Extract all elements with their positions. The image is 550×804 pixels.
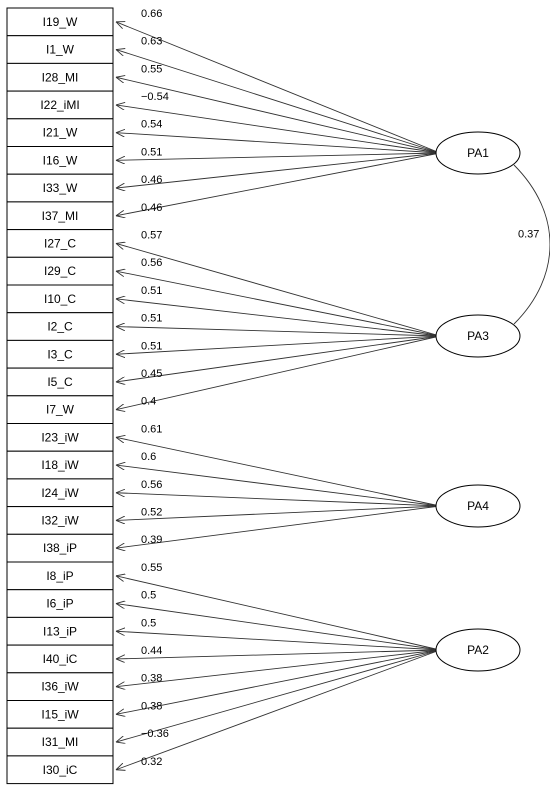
indicator-label: I22_iMI [40,97,80,112]
loading-value: 0.4 [141,395,157,408]
indicator-i23-iw [7,424,113,452]
indicator-label: I36_iW [41,679,79,694]
indicator-label: I1_W [45,42,75,57]
indicator-i18-iw [7,451,113,479]
loading-value: 0.38 [141,672,163,685]
indicator-i13-ip [7,617,113,645]
loading-arrow [116,437,440,506]
loading-value: 0.6 [141,451,157,464]
loading-value: 0.5 [141,617,157,630]
loading-arrow [116,153,440,188]
loading-value: 0.52 [141,506,163,519]
loading-arrow [116,133,440,153]
indicator-label: I7_W [45,402,75,417]
loading-arrow [116,153,440,216]
loading-arrow [116,493,440,506]
indicator-label: I23_iW [41,430,79,445]
covariance-curve [514,165,550,324]
loading-value: 0.44 [141,644,163,657]
indicator-i40-ic [7,645,113,673]
loading-value: 0.39 [141,534,163,547]
loading-value: −0.54 [141,90,169,103]
indicator-i19-w [7,8,113,36]
indicator-i16-w [7,147,113,175]
loading-value: 0.54 [141,118,163,131]
indicator-label: I27_C [43,236,77,251]
loading-value: 0.51 [141,340,163,353]
indicator-i37-mi [7,202,113,230]
indicator-label: I24_iW [41,485,79,500]
loading-value: 0.55 [141,561,163,574]
indicator-label: I21_W [42,125,78,140]
loading-arrow [116,650,440,714]
indicator-i22-imi [7,91,113,119]
indicator-label: I29_C [43,264,77,279]
indicator-i36-iw [7,673,113,701]
loading-value: 0.51 [141,284,163,297]
indicator-label: I33_W [42,181,78,196]
indicator-label: I19_W [42,14,78,29]
loading-value: −0.36 [141,728,169,741]
factor-pa1 [436,132,520,174]
indicator-label: I6_iP [46,596,74,611]
indicator-i5-c [7,368,113,396]
indicator-label: I28_MI [41,70,79,85]
factor-label: PA1 [467,146,489,160]
indicator-label: I32_iW [41,513,79,528]
indicator-i31-mi [7,728,113,756]
factor-pa4 [436,485,520,527]
factor-label: PA4 [467,499,489,513]
factor-label: PA2 [467,643,489,657]
loading-arrow [116,506,440,548]
loading-value: 0.46 [141,201,163,214]
loading-arrow [116,243,440,336]
indicator-boxes [7,8,113,784]
loading-value: 0.51 [141,146,163,159]
loading-value: 0.38 [141,700,163,713]
factor-pa3 [436,315,520,357]
loading-arrow [116,299,440,336]
loading-value: 0.46 [141,174,163,187]
loading-arrow [116,153,440,160]
loading-value: 0.61 [141,423,163,436]
indicator-label: I5_C [47,374,73,389]
loading-arrow [116,105,440,153]
loading-arrow [116,327,440,336]
indicator-label: I13_iP [42,624,78,639]
indicator-i38-ip [7,534,113,562]
indicator-i1-w [7,36,113,64]
indicator-label: I37_MI [41,208,79,223]
indicator-i30-ic [7,756,113,784]
loading-arrow [116,631,440,650]
loading-value: 0.66 [141,7,163,20]
indicator-label: I38_iP [42,541,78,556]
indicator-label: I15_iW [41,707,79,722]
loading-value: 0.56 [141,478,163,491]
indicator-label: I40_iC [42,651,78,666]
indicator-i15-iw [7,701,113,729]
indicator-i8-ip [7,562,113,590]
indicator-label: I31_MI [41,735,79,750]
loading-value: 0.32 [141,755,163,768]
loading-value: 0.56 [141,257,163,270]
indicator-label: I18_iW [41,458,79,473]
indicator-i21-w [7,119,113,147]
indicator-label: I30_iC [42,762,78,777]
covariance-value: 0.37 [518,228,540,241]
loading-arrow [116,506,440,520]
factor-label: PA3 [467,329,489,343]
loading-arrows [116,8,440,770]
indicator-label: I8_iP [46,568,74,583]
indicator-i29-c [7,257,113,285]
loading-arrow [116,22,440,153]
loading-value: 0.63 [141,35,163,48]
indicator-i6-ip [7,590,113,618]
indicator-i2-c [7,313,113,341]
loading-arrow [116,336,440,410]
indicator-i33-w [7,174,113,202]
loading-value: 0.57 [141,229,163,242]
loading-arrow [116,336,440,354]
factor-ellipses [436,132,520,671]
loading-arrow [116,604,440,650]
indicator-label: I2_C [47,319,73,334]
indicator-i3-c [7,340,113,368]
factor-pa2 [436,629,520,671]
loading-value: 0.55 [141,63,163,76]
loading-value: 0.5 [141,589,157,602]
loading-arrow [116,650,440,659]
indicator-i27-c [7,230,113,258]
loading-value: 0.51 [141,312,163,325]
covariance-paths [514,165,550,324]
indicator-i32-iw [7,507,113,535]
indicator-i24-iw [7,479,113,507]
loading-arrow [116,576,440,650]
loading-value: 0.45 [141,367,163,380]
loading-arrow [116,336,440,382]
loading-arrow [116,465,440,506]
indicator-label: I3_C [47,347,73,362]
indicator-i7-w [7,396,113,424]
loading-arrow [116,77,440,153]
indicator-i10-c [7,285,113,313]
indicator-label: I10_C [43,291,77,306]
loading-arrow [116,271,440,336]
indicator-label: I16_W [42,153,78,168]
indicator-i28-mi [7,63,113,91]
